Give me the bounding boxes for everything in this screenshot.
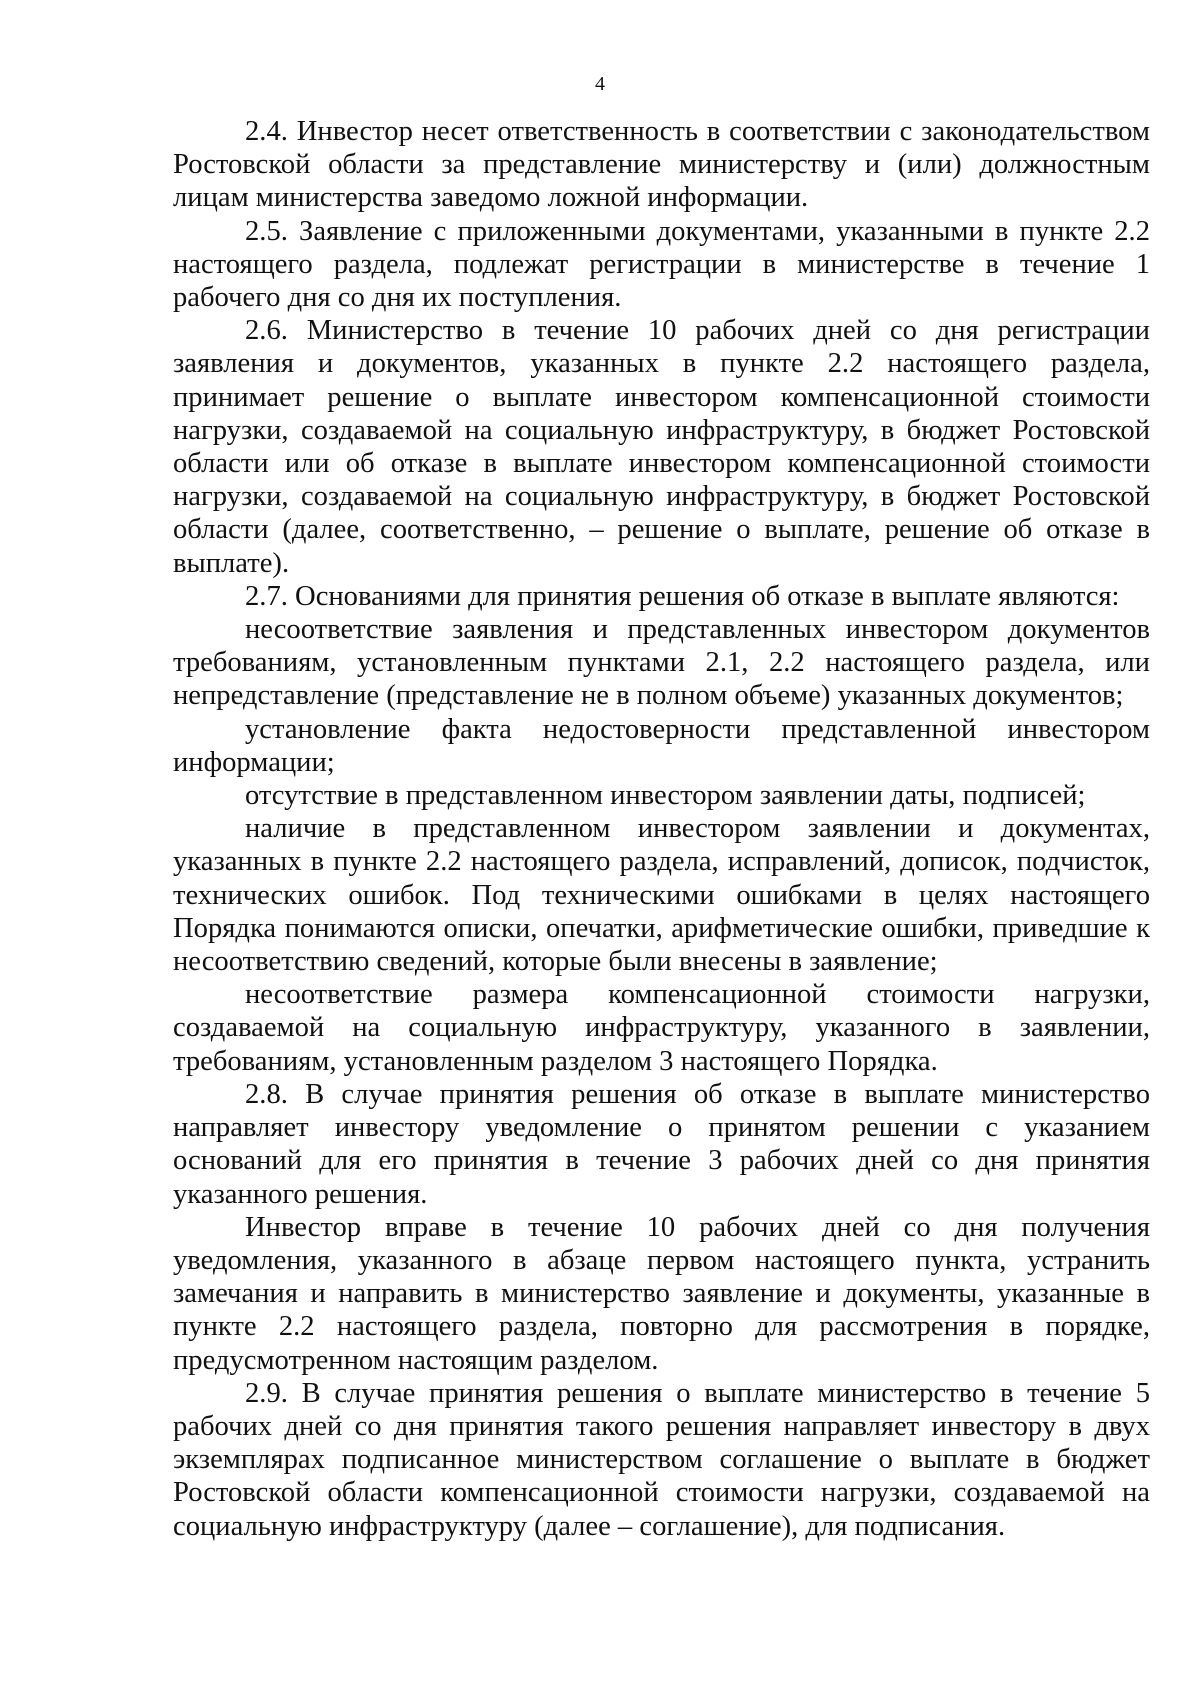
paragraph-2-6: 2.6. Министерство в течение 10 рабочих дней со дня регистрации заявления и документов, указанных в пункте 2.2 настоящего раздела, принимает решение о выплате инвестором компенсационной стоимости нагрузки, создаваемой на социальную инфраструктуру, в бюджет Ростовской области или об отказе в выплате инвестором компенсационной стоимости нагрузки, создаваемой на социальную инфраструктуру, в бюджет Ростовской области (далее, соответственно, – решение о выплате, решение об отказе в выплате). [173,315,1150,579]
paragraph-2-8: 2.8. В случае принятия решения об отказе в выплате министерство направляет инвестору уведомление о принятом решении с указанием оснований для его принятия в течение 3 рабочих дней со дня принятия указанного решения. [173,1078,1150,1210]
paragraph-2-4: 2.4. Инвестор несет ответственность в соответствии с законодательством Ростовской области за представление министерству и (или) должностным лицам министерства заведомо ложной информации. [173,116,1150,214]
refusal-ground-amount-mismatch: несоответствие размера компенсационной стоимости нагрузки, создаваемой на социальную инфраструктуру, указанного в заявлении, требованиям, установленным разделом 3 настоящего Порядка. [173,979,1150,1077]
refusal-ground-mismatch-documents: несоответствие заявления и представленных инвестором документов требованиям, установленным пунктами 2.1, 2.2 настоящего раздела, или непредставление (представление не в полном объеме) указанных документов; [173,614,1150,712]
refusal-ground-corrections-errors: наличие в представленном инвестором заявлении и документах, указанных в пункте 2.2 настоящего раздела, исправлений, дописок, подчисток, технических ошибок. Под техническими ошибками в целях настоящего Порядка понимаются описки, опечатки, арифметические ошибки, приведшие к несоответствию сведений, которые были внесены в заявление; [173,813,1150,978]
refusal-ground-unreliable-info: установление факта недостоверности представленной инвестором информации; [173,713,1150,778]
paragraph-2-7: 2.7. Основаниями для принятия решения об отказе в выплате являются: [245,580,1120,612]
refusal-ground-missing-date-signatures: отсутствие в представленном инвестором заявлении даты, подписей; [245,780,1086,812]
paragraph-2-5: 2.5. Заявление с приложенными документами, указанными в пункте 2.2 настоящего раздела, подлежат регистрации в министерстве в течение 1 рабочего дня со дня их поступления. [173,215,1150,314]
document-body [173,115,1150,1543]
paragraph-2-9: 2.9. В случае принятия решения о выплате министерство в течение 5 рабочих дней со дня принятия такого решения направляет инвестору в двух экземплярах подписанное министерством соглашение о выплате в бюджет Ростовской области компенсационной стоимости нагрузки, создаваемой на социальную инфраструктуру (далее – соглашение), для подписания. [173,1377,1150,1542]
page-number: 4 [595,73,605,95]
paragraph-2-8-resubmission: Инвестор вправе в течение 10 рабочих дней со дня получения уведомления, указанного в абзаце первом настоящего пункта, устранить замечания и направить в министерство заявление и документы, указанные в пункте 2.2 настоящего раздела, повторно для рассмотрения в порядке, предусмотренном настоящим разделом. [173,1211,1150,1376]
